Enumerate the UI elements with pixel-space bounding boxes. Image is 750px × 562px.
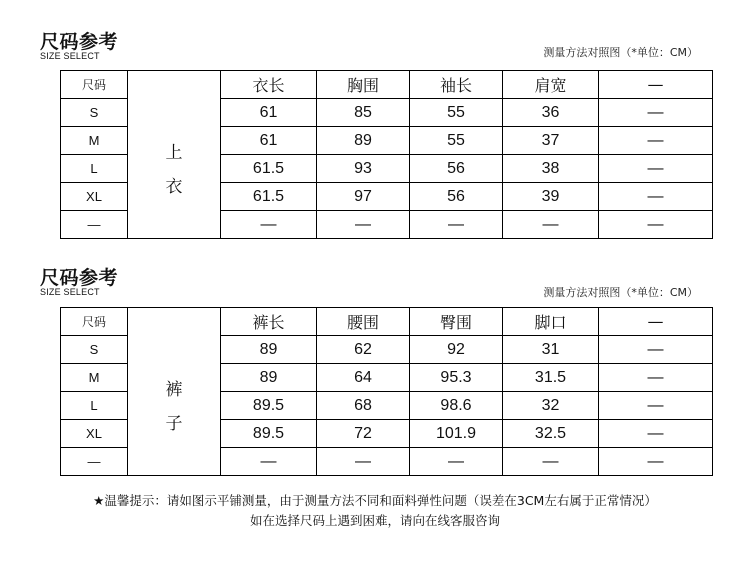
size-cell: S (61, 99, 128, 127)
size-header: 尺码 (61, 71, 128, 99)
table-cell: 38 (503, 155, 599, 183)
table-cell: 31.5 (503, 364, 599, 392)
table-cell: 62 (317, 336, 410, 364)
category-cell (128, 308, 221, 476)
table-cell: 32 (503, 392, 599, 420)
column-header: 脚口 (503, 308, 599, 336)
tip-note: ★温馨提示：请如图示平铺测量，由于测量方法不同和面料弹性问题（误差在3CM左右属于正常情况） (93, 493, 657, 508)
size-cell: S (61, 336, 128, 364)
table-cell: 61 (221, 127, 317, 155)
table-cell: — (503, 211, 599, 239)
size-cell: M (61, 364, 128, 392)
table-cell: — (410, 211, 503, 239)
column-header: 臀围 (410, 308, 503, 336)
table-cell: 56 (410, 183, 503, 211)
table-cell: 89 (221, 364, 317, 392)
tops-title: 尺码参考 (40, 31, 119, 53)
size-cell: M (61, 127, 128, 155)
column-header: 袖长 (410, 71, 503, 99)
category-label-line2: 子 (165, 413, 183, 434)
table-cell: — (599, 99, 713, 127)
table-cell: 32.5 (503, 420, 599, 448)
column-header: — (599, 308, 713, 336)
table-cell: 61 (221, 99, 317, 127)
size-cell: L (61, 155, 128, 183)
column-header: 肩宽 (503, 71, 599, 99)
table-header-row (61, 71, 713, 99)
table-cell: — (599, 420, 713, 448)
table-cell: 55 (410, 99, 503, 127)
table-cell: 101.9 (410, 420, 503, 448)
table-cell: 36 (503, 99, 599, 127)
category-label-line2: 衣 (165, 176, 183, 197)
table-header-row (61, 308, 713, 336)
table-cell: 72 (317, 420, 410, 448)
category-label-line1: 裤 (165, 379, 183, 400)
table-cell: — (317, 448, 410, 476)
size-cell: — (61, 448, 128, 476)
tops-measure-note: 测量方法对照图（*单位：CM） (543, 46, 698, 59)
size-header: 尺码 (61, 308, 128, 336)
table-cell: — (221, 211, 317, 239)
pants-subtitle: SIZE SELECT (40, 287, 100, 297)
table-cell: 85 (317, 99, 410, 127)
size-cell: L (61, 392, 128, 420)
support-note: 如在选择尺码上遇到困难，请向在线客服咨询 (249, 513, 500, 528)
table-cell: 64 (317, 364, 410, 392)
table-cell: 95.3 (410, 364, 503, 392)
table-cell: 89 (317, 127, 410, 155)
table-cell: 89.5 (221, 420, 317, 448)
table-cell: — (599, 392, 713, 420)
table-cell: — (599, 183, 713, 211)
table-cell: 89.5 (221, 392, 317, 420)
table-cell: 37 (503, 127, 599, 155)
table-cell: — (503, 448, 599, 476)
table-cell: — (599, 364, 713, 392)
tops-size-table (60, 70, 713, 239)
pants-size-table (60, 307, 713, 476)
table-cell: — (599, 155, 713, 183)
column-header: 衣长 (221, 71, 317, 99)
column-header: — (599, 71, 713, 99)
table-cell: 61.5 (221, 155, 317, 183)
column-header: 胸围 (317, 71, 410, 99)
pants-title: 尺码参考 (40, 267, 119, 289)
column-header: 裤长 (221, 308, 317, 336)
table-cell: 39 (503, 183, 599, 211)
table-cell: 92 (410, 336, 503, 364)
table-cell: 68 (317, 392, 410, 420)
column-header: 腰围 (317, 308, 410, 336)
table-cell: 98.6 (410, 392, 503, 420)
table-cell: 61.5 (221, 183, 317, 211)
table-cell: — (599, 127, 713, 155)
pants-measure-note: 测量方法对照图（*单位：CM） (543, 286, 698, 299)
table-cell: — (410, 448, 503, 476)
size-cell: XL (61, 420, 128, 448)
category-cell (128, 71, 221, 239)
table-cell: — (599, 211, 713, 239)
category-label-line1: 上 (165, 142, 183, 163)
table-cell: 55 (410, 127, 503, 155)
table-cell: — (599, 336, 713, 364)
size-cell: XL (61, 183, 128, 211)
table-cell: — (317, 211, 410, 239)
table-cell: 31 (503, 336, 599, 364)
size-cell: — (61, 211, 128, 239)
table-cell: — (221, 448, 317, 476)
table-cell: 93 (317, 155, 410, 183)
table-cell: 89 (221, 336, 317, 364)
tops-subtitle: SIZE SELECT (40, 51, 100, 61)
table-cell: — (599, 448, 713, 476)
table-cell: 56 (410, 155, 503, 183)
table-cell: 97 (317, 183, 410, 211)
